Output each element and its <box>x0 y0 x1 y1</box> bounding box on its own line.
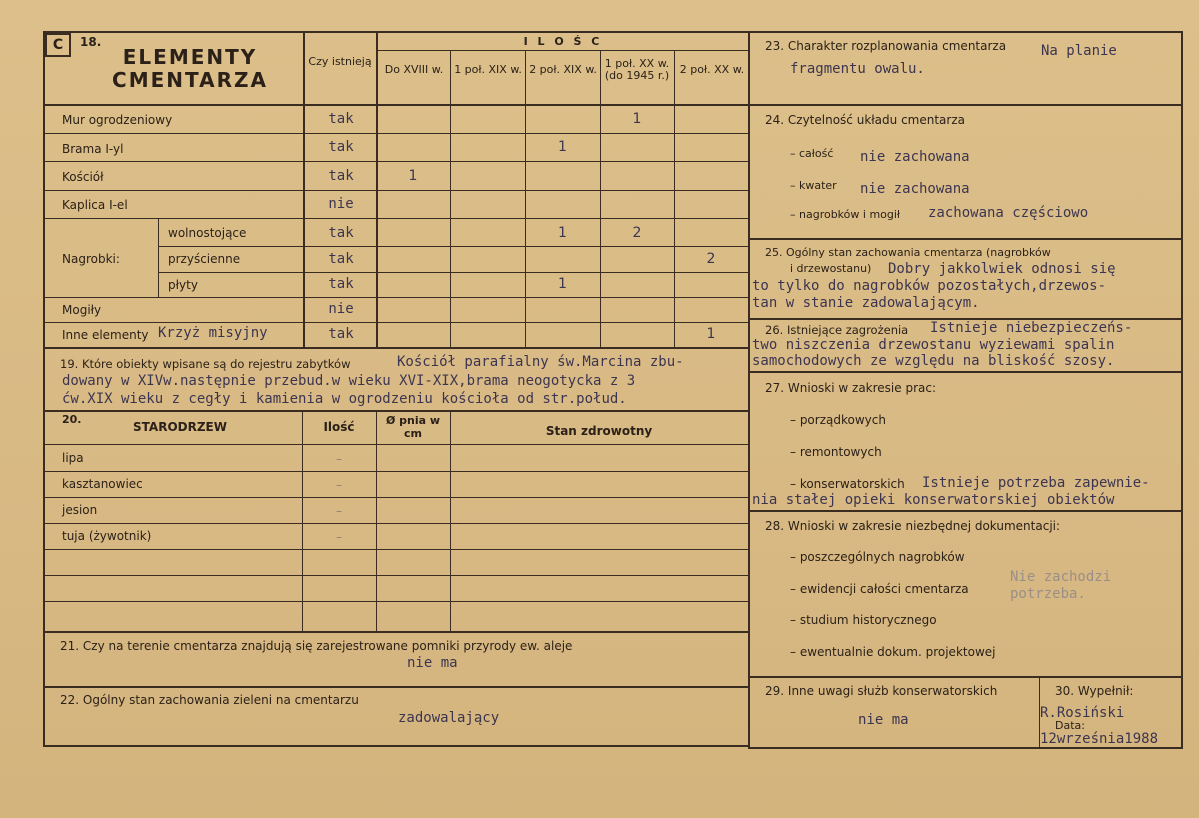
exists-value: tak <box>328 251 354 267</box>
s24-item-label: – całość <box>790 147 834 160</box>
row-label: Kościół <box>62 170 104 184</box>
tree-name: kasztanowiec <box>62 477 143 491</box>
rule <box>43 601 750 602</box>
s27-label: 27. Wnioski w zakresie prac: <box>765 381 937 395</box>
exists-value: nie <box>328 301 354 317</box>
exists-value: tak <box>328 111 354 127</box>
rule <box>43 497 750 498</box>
s22-label: 22. Ogólny stan zachowania zieleni na cmentarzu <box>60 693 359 707</box>
s24-item-label: – kwater <box>790 179 837 192</box>
s23-value: fragmentu owalu. <box>790 61 925 77</box>
rule <box>43 471 750 472</box>
count-cell: 1 <box>558 276 567 292</box>
s24-item-value: nie zachowana <box>860 149 970 165</box>
nagrobki-label: Nagrobki: <box>62 252 120 266</box>
tree-name: jesion <box>62 503 98 517</box>
s30-name: R.Rosiński <box>1040 705 1125 721</box>
tree-name: tuja (żywotnik) <box>62 529 152 543</box>
exists-value: tak <box>328 139 354 155</box>
col-header-period: 2 poł. XX w. <box>679 63 745 76</box>
count-cell: 1 <box>558 139 567 155</box>
row-label: Mur ogrodzeniowy <box>62 113 173 127</box>
rule <box>43 218 750 219</box>
count-cell: 2 <box>632 225 642 241</box>
count-cell: 1 <box>706 326 716 342</box>
s20-col-count: Ilość <box>323 420 355 434</box>
s20-title: STARODRZEW <box>133 420 227 434</box>
rule <box>43 104 750 106</box>
rule <box>43 575 750 576</box>
count-cell: 1 <box>408 168 418 184</box>
s23-value: Na planie <box>1041 43 1117 59</box>
s27-item: – konserwatorskich <box>790 477 905 491</box>
s24-item-label: – nagrobków i mogił <box>790 208 901 221</box>
rule <box>748 510 1183 512</box>
rule <box>43 523 750 524</box>
count-cell: 2 <box>706 251 716 267</box>
s19-text-line: dowany w XIVw.następnie przebud.w wieku XVI-XIX,brama neogotycka z 3 <box>62 373 636 389</box>
s28-item: – poszczególnych nagrobków <box>790 550 965 564</box>
s24-item-value: nie zachowana <box>860 181 970 197</box>
s25-value: tan w stanie zadowalającym. <box>752 295 980 311</box>
rule <box>748 238 1183 240</box>
s20-col-diameter: Ø pnia w cm <box>385 414 441 440</box>
exists-value: tak <box>328 326 354 342</box>
s20-col-health: Stan zdrowotny <box>545 424 653 438</box>
count-cell: 1 <box>558 225 567 241</box>
s25-value: to tylko do nagrobków pozostałych,drzewos- <box>752 278 1107 294</box>
rule <box>43 549 750 550</box>
rule <box>43 31 750 33</box>
rule <box>43 347 750 349</box>
s26-label: 26. Istniejące zagrożenia <box>765 323 909 337</box>
row-label: Inne elementy <box>62 328 149 342</box>
col-header-period: 2 poł. XIX w. <box>529 63 597 76</box>
rule <box>748 676 1183 678</box>
rule <box>748 747 1183 749</box>
section-title-line2: CMENTARZA <box>112 68 268 92</box>
section-letter: C <box>45 33 71 57</box>
exists-value: tak <box>328 276 354 292</box>
tree-count: – <box>336 452 342 466</box>
s19-text-line: ćw.XIX wieku z cegły i kamienia w ogrodzeniu kościoła od str.połud. <box>62 391 627 407</box>
rule <box>43 31 45 747</box>
rule <box>43 161 750 162</box>
s28-label: 28. Wnioski w zakresie niezbędnej dokumentacji: <box>765 519 1061 533</box>
s20-number: 20. <box>62 413 82 426</box>
tree-count: – <box>336 504 342 518</box>
s21-label: 21. Czy na terenie cmentarza znajdują się zarejestrowane pomniki przyrody ew. aleje <box>60 639 573 653</box>
s29-value: nie ma <box>858 712 909 728</box>
tree-count: – <box>336 478 342 492</box>
s26-value: two niszczenia drzewostanu wyziewami spalin <box>752 337 1115 353</box>
rule <box>43 133 750 134</box>
rule <box>158 246 750 247</box>
s30-date-label: Data: <box>1055 719 1085 732</box>
s22-value: zadowalający <box>398 710 500 726</box>
rule <box>748 31 750 749</box>
s28-item: – ewentualnie dokum. projektowej <box>790 645 996 659</box>
rule <box>43 297 750 298</box>
rule <box>525 50 526 348</box>
s28-value: potrzeba. <box>1010 586 1086 602</box>
col-header-period: 1 poł. XIX w. <box>454 63 522 76</box>
s30-label: 30. Wypełnił: <box>1055 684 1134 698</box>
s24-label: 24. Czytelność układu cmentarza <box>765 113 965 127</box>
s27-value: nia stałej opieki konserwatorskiej obiektów <box>752 492 1115 508</box>
s30-date: 12września1988 <box>1040 731 1159 747</box>
rule <box>158 218 159 298</box>
row-label: Mogiły <box>62 303 102 317</box>
s19-text-line: Kościół parafialny św.Marcina zbu- <box>397 354 684 370</box>
s27-item: – remontowych <box>790 445 882 459</box>
s27-value: Istnieje potrzeba zapewnie- <box>922 475 1150 491</box>
rule <box>748 104 1183 106</box>
row-label: Kaplica I-el <box>62 198 128 212</box>
row-label: Brama I-yl <box>62 142 124 156</box>
row-label: płyty <box>168 278 198 292</box>
s25-label: i drzewostanu) <box>790 262 872 275</box>
rule <box>43 190 750 191</box>
rule <box>43 745 750 747</box>
rule <box>1181 31 1183 749</box>
s27-item: – porządkowych <box>790 413 886 427</box>
s26-value: Istnieje niebezpieczeńs- <box>930 320 1133 336</box>
rule <box>43 631 750 633</box>
s29-label: 29. Inne uwagi służb konserwatorskich <box>765 684 998 698</box>
col-header-exists: Czy istnieją <box>308 55 372 68</box>
s21-value: nie ma <box>407 655 458 671</box>
s26-value: samochodowych ze względu na bliskość szosy. <box>752 353 1115 369</box>
rule <box>600 50 601 348</box>
exists-value: nie <box>328 196 354 212</box>
col-header-period: Do XVIII w. <box>384 63 444 76</box>
rule <box>158 272 750 273</box>
rule <box>43 444 750 445</box>
exists-value: tak <box>328 168 354 184</box>
tree-count: – <box>336 530 342 544</box>
s23-label: 23. Charakter rozplanowania cmentarza <box>765 39 1007 53</box>
s24-item-value: zachowana częściowo <box>928 205 1089 221</box>
s25-value: Dobry jakkolwiek odnosi się <box>888 261 1116 277</box>
section-title-line1: ELEMENTY <box>122 45 258 69</box>
s25-label: 25. Ogólny stan zachowania cmentarza (nagrobków <box>765 246 1051 259</box>
rule <box>43 686 750 688</box>
col-header-ilosc: I L O Ś C <box>523 35 603 48</box>
row-label: wolnostojące <box>168 226 247 240</box>
s19-label: 19. Które obiekty wpisane są do rejestru zabytków <box>60 357 351 371</box>
rule <box>450 50 451 348</box>
s28-item: – ewidencji całości cmentarza <box>790 582 969 596</box>
section-number: 18. <box>80 35 102 49</box>
rule <box>376 50 750 51</box>
s28-item: – studium historycznego <box>790 613 937 627</box>
rule <box>748 31 1183 33</box>
inne-value: Krzyż misyjny <box>158 325 268 341</box>
s28-value: Nie zachodzi <box>1010 569 1112 585</box>
rule <box>674 50 675 348</box>
row-label: przyścienne <box>168 252 241 266</box>
col-header-period: 1 poł. XX w. (do 1945 r.) <box>604 57 670 82</box>
tree-name: lipa <box>62 451 84 465</box>
exists-value: tak <box>328 225 354 241</box>
count-cell: 1 <box>632 111 642 127</box>
rule <box>43 322 750 323</box>
rule <box>748 371 1183 373</box>
rule <box>43 410 750 412</box>
